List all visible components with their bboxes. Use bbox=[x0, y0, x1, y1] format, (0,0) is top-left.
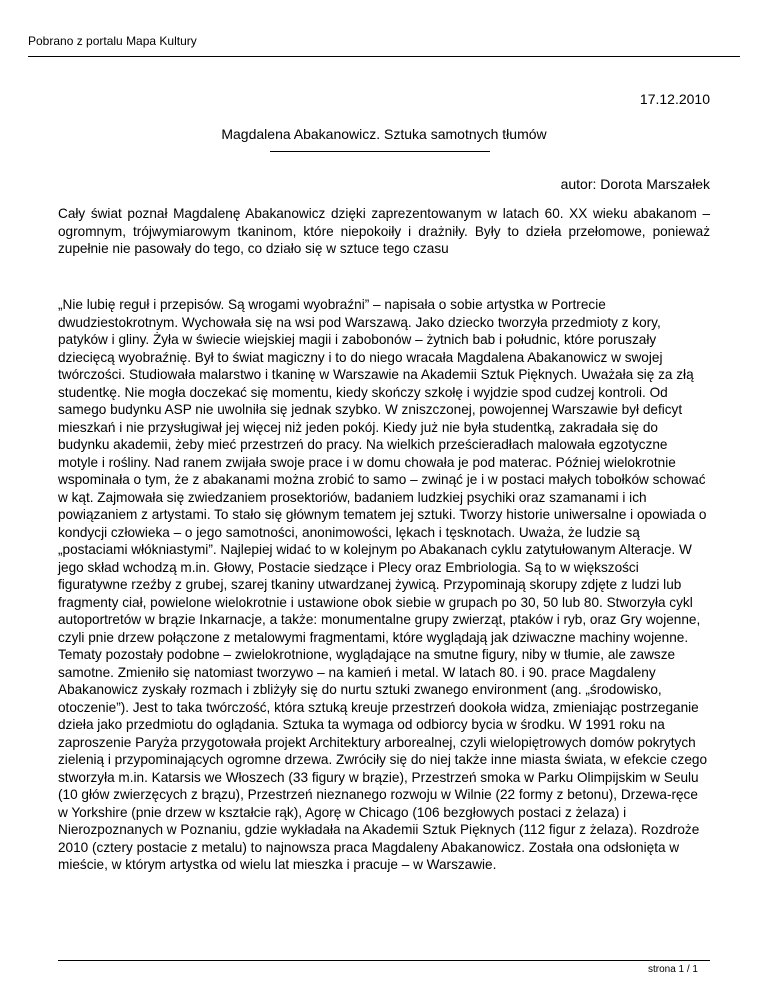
article-body: „Nie lubię reguł i przepisów. Są wrogami wyobraźni” – napisała o sobie artystka w Portrecie dwudziestokrotnym. Wychowała się na wsi pod Warszawą. Jako dziecko tworzyła przedmioty z kory, patyków i gliny. Żyła w świecie wiejskiej magii i zabobonów – żytnich bab i południc, które poruszały dziecięcą wyobraźnię. Był to świat magiczny i to do niego wracała Magdalena Abakanowicz w swojej twórczości. Studiowała malarstwo i tkaninę w Warszawie na Akademii Sztuk Pięknych. Uważała się za złą studentkę. Nie mogła doczekać się momentu, kiedy skończy szkołę i wyjdzie spod cudzej kontroli. Od samego budynku ASP nie uwolniła się jednak szybko. W zniszczonej, powojennej Warszawie był deficyt mieszkań i nie przysługiwał jej więcej niż jeden pokój. Kiedy już nie była studentką, zakradała się do budynku akademii, żeby mieć przestrzeń do pracy. Na wielkich prześcieradłach malowała egzotyczne motyle i rośliny. Nad ranem zwijała swoje prace i w domu chowała je pod materac. Później wielokrotnie wspominała o tym, że z abakanami można zrobić to samo – zwinąć je i w postaci małych tobołków schować w kąt. Zajmowała się zwiedzaniem prosektoriów, badaniem ludzkiej psychiki oraz szamanami i ich powiązaniem z artystami. To stało się głównym tematem jej sztuki. Tworzy historie uniwersalne i opowiada o kondycji człowieka – o jego samotności, anonimowości, lękach i tęsknotach. Uważa, że ludzie są „postaciami włókniastymi”. Najlepiej widać to w kolejnym po Abakanach cyklu zatytułowanym Alteracje. W jego skład wchodzą m.in. Głowy, Postacie siedzące i Plecy oraz Embriologia. Są to w większości figuratywne rzeźby z grubej, szarej tkaniny utwardzanej żywicą. Przypominają skorupy zdjęte z ludzi lub fragmenty ciał, powielone wielokrotnie i ustawione obok siebie w grupach po 30, 50 lub 80. Stworzyła cykl autoportretów w brązie Inkarnacje, a także: monumentalne grupy zwierząt, ptaków i ryb, oraz Gry wojenne, czyli pnie drzew połączone z metalowymi fragmentami, które wyglądają jak dziwaczne machiny wojenne. Tematy pozostały podobne – zwielokrotnione, wyglądające na smutne figury, niby w tłumie, ale zawsze samotne. Zmieniło się natomiast tworzywo – na kamień i metal. W latach 80. i 90. prace Magdaleny Abakanowicz zyskały rozmach i zbliżyły się do nurtu sztuki zwanego environment (ang. „środowisko, otoczenie”). Jest to taka twórczość, która sztuką kreuje przestrzeń dookoła widza, zmieniając postrzeganie dzieła jako przedmiotu do oglądania. Sztuka ta wymaga od odbiorcy bycia w środku. W 1991 roku na zaproszenie Paryża przygotowała projekt Architektury arborealnej, czyli wielopiętrowych domów pokrytych zielenią i przypominających ogromne drzewa. Zwróciły się do niej także inne miasta świata, w efekcie czego stworzyła m.in. Katarsis we Włoszech (33 figury w brązie), Przestrzeń smoka w Parku Olimpijskim w Seulu (10 głów zwierzęcych z brązu), Przestrzeń nieznanego rozwoju w Wilnie (22 formy z betonu), Drzewa-ręce w Yorkshire (pnie drzew w kształcie rąk), Agorę w Chicago (106 bezgłowych postaci z żelaza) i Nierozpoznanych w Poznaniu, gdzie wykładała na Akademii Sztuk Pięknych (112 figur z żelaza). Rozdroże 2010 (cztery postacie z metalu) to najnowsza praca Magdaleny Abakanowicz. Została ona odsłonięta w mieście, w którym artystka od wielu lat mieszka i pracuje – w Warszawie. bbox=[58, 297, 708, 872]
source-header: Pobrano z portalu Mapa Kultury bbox=[28, 34, 197, 48]
article-lead: Cały świat poznał Magdalenę Abakanowicz dzięki zaprezentowanym w latach 60. XX wieku abakanom – ogromnym, trójwymiarowym tkaninom, które niepokoiły i drażniły. Były to dzieła przełomowe, ponieważ zupełnie nie pasowały do tego, co działo się w sztuce tego czasu bbox=[58, 206, 710, 256]
article-title: Magdalena Abakanowicz. Sztuka samotnych tłumów bbox=[221, 126, 547, 142]
article-date: 17.12.2010 bbox=[639, 91, 710, 107]
page-number: strona 1 / 1 bbox=[647, 964, 698, 975]
article-author: autor: Dorota Marszałek bbox=[560, 176, 710, 192]
footer-divider bbox=[58, 960, 710, 961]
header-divider bbox=[28, 56, 740, 57]
title-underline bbox=[270, 151, 490, 152]
